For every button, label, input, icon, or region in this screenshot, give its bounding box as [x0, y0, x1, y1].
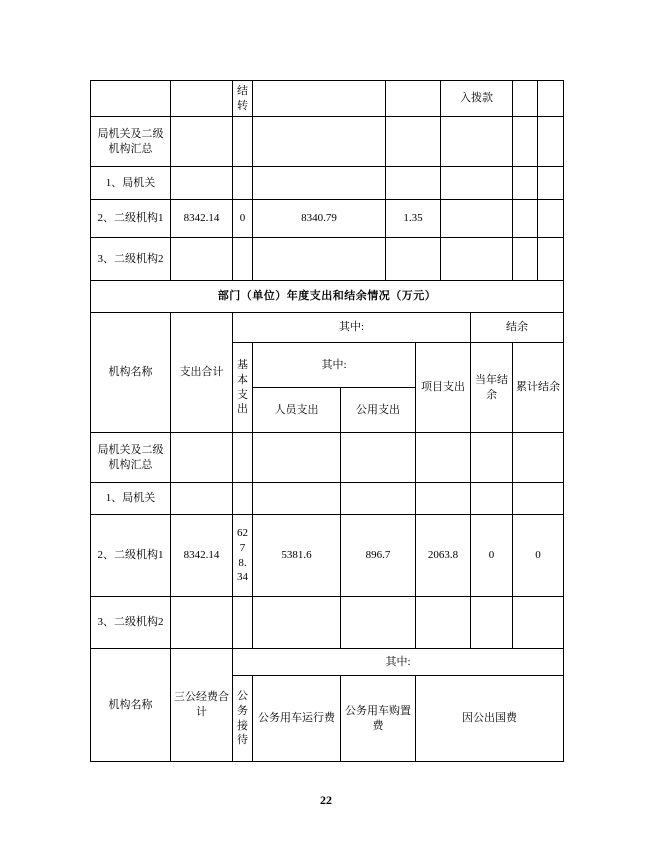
among-header: 其中: — [253, 343, 416, 388]
vehicle-purchase-header: 公务用车购置费 — [341, 676, 416, 762]
basic-expenditure-header: 基本支出 — [233, 343, 253, 433]
balance-header: 结余 — [471, 313, 564, 343]
org-label: 2、二级机构1 — [91, 200, 171, 238]
empty-cell — [538, 238, 564, 281]
empty-cell — [386, 238, 441, 281]
three-public-table — [90, 648, 564, 762]
value-cell: 6278.34 — [233, 515, 253, 597]
table-row-secondary-2 — [91, 597, 564, 649]
value-cell: 1.35 — [386, 200, 441, 238]
table-row-header — [91, 649, 564, 676]
empty-cell — [253, 81, 386, 117]
empty-cell — [513, 433, 564, 483]
value-cell: 0 — [513, 515, 564, 597]
empty-cell — [233, 167, 253, 200]
org-name-header: 机构名称 — [91, 313, 171, 433]
table-row-secondary-1 — [91, 515, 564, 597]
empty-cell — [233, 433, 253, 483]
empty-cell — [171, 167, 233, 200]
table-row-summary — [91, 433, 564, 483]
empty-cell — [171, 483, 233, 515]
value-cell: 5381.6 — [253, 515, 341, 597]
empty-cell — [538, 200, 564, 238]
empty-cell — [91, 81, 171, 117]
empty-cell — [171, 117, 233, 167]
empty-cell — [441, 167, 513, 200]
among-header: 其中: — [233, 313, 471, 343]
personnel-expenditure-header: 人员支出 — [253, 388, 341, 433]
empty-cell — [513, 81, 538, 117]
empty-cell — [341, 483, 416, 515]
empty-cell — [441, 200, 513, 238]
org-label: 3、二级机构2 — [91, 597, 171, 649]
tables-area — [90, 80, 563, 762]
empty-cell — [253, 167, 386, 200]
empty-cell — [386, 167, 441, 200]
expenditure-table — [90, 280, 564, 649]
empty-cell — [513, 117, 538, 167]
empty-cell — [341, 433, 416, 483]
empty-cell — [171, 433, 233, 483]
table-row-header — [91, 313, 564, 343]
public-expenditure-header: 公用支出 — [341, 388, 416, 433]
section-title: 部门（单位）年度支出和结余情况（万元） — [91, 281, 564, 313]
empty-cell — [386, 81, 441, 117]
empty-cell — [233, 238, 253, 281]
section-title-row — [91, 281, 564, 313]
cumulative-balance-header: 累计结余 — [513, 343, 564, 433]
empty-cell — [233, 117, 253, 167]
org-label: 1、局机关 — [91, 483, 171, 515]
empty-cell — [416, 483, 471, 515]
value-cell: 8342.14 — [171, 515, 233, 597]
org-label: 局机关及二级机构汇总 — [91, 117, 171, 167]
empty-cell — [471, 483, 513, 515]
project-expenditure-header: 项目支出 — [416, 343, 471, 433]
empty-cell — [513, 597, 564, 649]
value-cell: 8342.14 — [171, 200, 233, 238]
org-label: 局机关及二级机构汇总 — [91, 433, 171, 483]
empty-cell — [513, 483, 564, 515]
empty-cell — [513, 167, 538, 200]
official-reception-header: 公务接待 — [233, 676, 253, 762]
empty-cell — [253, 238, 386, 281]
org-name-header: 机构名称 — [91, 649, 171, 762]
org-label: 2、二级机构1 — [91, 515, 171, 597]
value-cell: 0 — [233, 200, 253, 238]
table-row-secondary-1 — [91, 200, 564, 238]
table-row-secondary-2 — [91, 238, 564, 281]
org-label: 1、局机关 — [91, 167, 171, 200]
among-header: 其中: — [233, 649, 564, 676]
empty-cell — [471, 597, 513, 649]
current-balance-header: 当年结余 — [471, 343, 513, 433]
empty-cell — [441, 238, 513, 281]
three-public-total-header: 三公经费合计 — [171, 649, 233, 762]
empty-cell — [171, 81, 233, 117]
empty-cell — [538, 167, 564, 200]
table-row-summary — [91, 117, 564, 167]
value-cell: 0 — [471, 515, 513, 597]
empty-cell — [253, 433, 341, 483]
empty-cell — [416, 597, 471, 649]
value-cell: 896.7 — [341, 515, 416, 597]
empty-cell — [386, 117, 441, 167]
carryover-table — [90, 80, 564, 281]
table-row-bureau — [91, 483, 564, 515]
empty-cell — [538, 81, 564, 117]
empty-cell — [171, 597, 233, 649]
vehicle-operation-header: 公务用车运行费 — [253, 676, 341, 762]
empty-cell — [471, 433, 513, 483]
value-cell: 8340.79 — [253, 200, 386, 238]
empty-cell — [233, 597, 253, 649]
empty-cell — [513, 238, 538, 281]
expenditure-total-header: 支出合计 — [171, 313, 233, 433]
empty-cell — [538, 117, 564, 167]
allocation-header: 入拨款 — [441, 81, 513, 117]
empty-cell — [253, 483, 341, 515]
value-cell: 2063.8 — [416, 515, 471, 597]
table-row-header — [91, 81, 564, 117]
table-row-bureau — [91, 167, 564, 200]
empty-cell — [341, 597, 416, 649]
empty-cell — [253, 597, 341, 649]
empty-cell — [253, 117, 386, 167]
empty-cell — [233, 483, 253, 515]
empty-cell — [416, 433, 471, 483]
empty-cell — [513, 200, 538, 238]
empty-cell — [441, 117, 513, 167]
empty-cell — [171, 238, 233, 281]
org-label: 3、二级机构2 — [91, 238, 171, 281]
overseas-trips-header: 因公出国费 — [416, 676, 564, 762]
carryover-header: 结转 — [233, 81, 253, 117]
page-number: 22 — [320, 793, 332, 807]
